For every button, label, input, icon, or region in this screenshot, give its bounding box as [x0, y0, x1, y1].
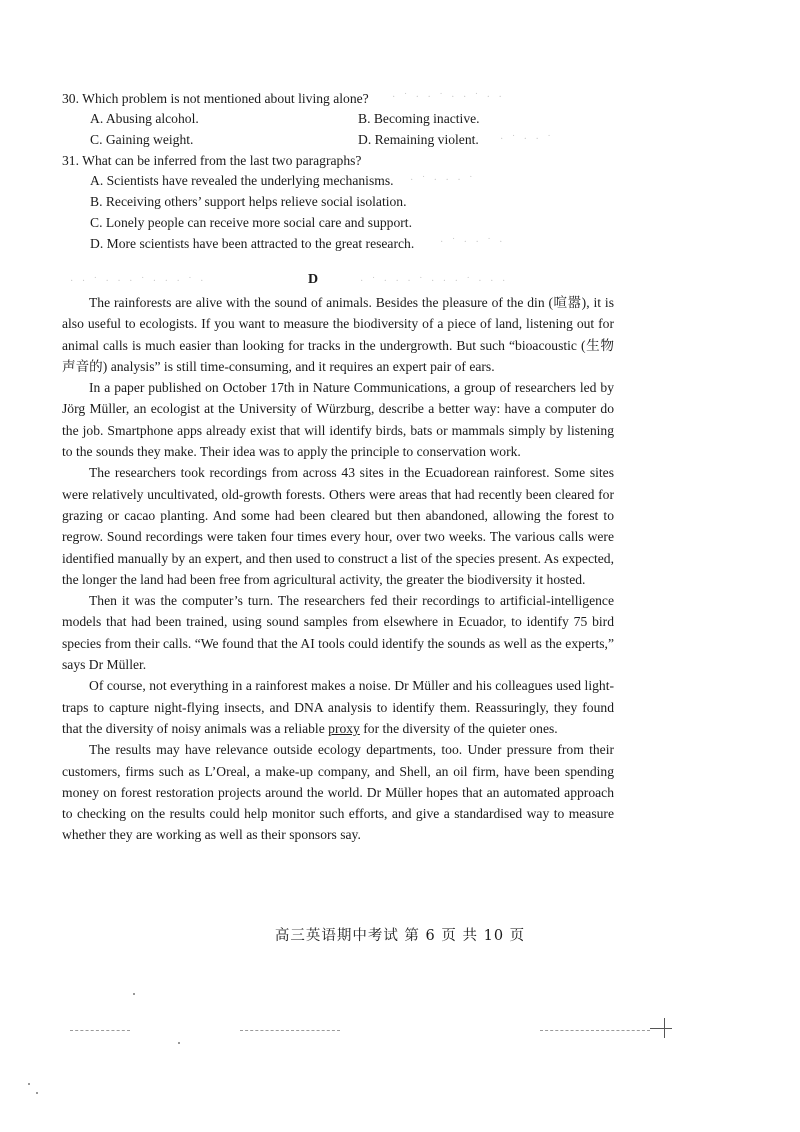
passage-text: for the diversity of the quieter ones.: [359, 720, 558, 736]
scan-speck: [133, 993, 135, 995]
bleed-through-texture: · · ˙ · · · ˙ · · · ˙ ·: [70, 276, 207, 287]
underlined-word: proxy: [328, 720, 360, 736]
passage-text: Of course, not everything in a rainforest makes a noise. Dr Müller and his colleagues used light-traps to capture night-flying insects, and DNA analysis to identify them. Reassuringly, they found that the diversity of noisy animals was a reliable: [62, 678, 614, 736]
passage-paragraph: In a paper published on October 17th in Nature Communications, a group of researchers led by Jörg Müller, an ecologist at the University of Würzburg, describe a better way: have a computer do the job. Smartphone apps already exist that will identify birds, bats or mammals simply by listening to the sounds they make. Their idea was to apply the principle to conservation work.: [62, 380, 614, 460]
passage-paragraph: The researchers took recordings from across 43 sites in the Ecuadorean rainforest. Some sites were relatively uncultivated, old-growth forests. Others were areas that had recently been cleared for grazing or cacao planting. And some had been cleared but then abandoned, allowing the forest to regrow. Sound recordings were taken four times every hour, over two weeks. The various calls were identified manually by an expert, and then used to construct a list of the species present. As expected, the longer the land had been free from agricultural activity, the greater the biodiversity it hosted.: [62, 465, 614, 587]
question-30-option-d: D. Remaining violent.: [358, 132, 479, 147]
passage-paragraph: [62, 675, 614, 739]
bleed-through-texture: · ˙ · · · ˙ · · · ˙ · · ·: [360, 276, 509, 287]
bleed-through-texture: · ˙ · · ˙ · · ˙ · ·: [392, 92, 505, 103]
question-30-option-c: C. Gaining weight.: [90, 132, 194, 147]
dashed-divider: [540, 1030, 650, 1031]
question-31-option-b: B. Receiving others’ support helps relieve social isolation.: [90, 194, 407, 209]
passage-paragraph: Then it was the computer’s turn. The researchers fed their recordings to artificial-intelligence models that had been trained, using sound samples from elsewhere in Ecuador, to identify 75 bird species from their calls. “We found that the AI tools could identify the sounds as well as the experts,” says Dr Müller.: [62, 593, 614, 673]
bleed-through-texture: · ˙ · · ˙: [500, 134, 554, 145]
corner-mark: [664, 1018, 665, 1038]
question-31-stem: 31. What can be inferred from the last two paragraphs?: [62, 153, 362, 168]
question-30-option-a: A. Abusing alcohol.: [90, 111, 199, 126]
question-31-option-d: D. More scientists have been attracted to the great research.: [90, 236, 415, 251]
reading-passage: [62, 292, 614, 846]
scan-speck: [178, 1042, 180, 1044]
scan-speck: [36, 1092, 38, 1094]
bleed-through-texture: · ˙ · · ˙ ·: [440, 237, 506, 248]
scan-speck: [28, 1083, 30, 1085]
question-30-stem: 30. Which problem is not mentioned about living alone?: [62, 91, 369, 106]
bleed-through-texture: · ˙ · · · ˙: [410, 175, 476, 186]
section-letter: D: [307, 272, 319, 287]
passage-paragraph: The rainforests are alive with the sound of animals. Besides the pleasure of the din (喧嚣), it is also useful to ecologists. If you want to measure the biodiversity of a piece of land, listening out for animal calls is much easier than looking for tracks in the undergrowth. But such “bioacoustic (生物声音的) analysis” is still time-consuming, and it requires an expert pair of ears.: [62, 295, 614, 374]
corner-mark: [650, 1028, 672, 1029]
question-30-option-b: B. Becoming inactive.: [358, 111, 480, 126]
page-footer: 高三英语期中考试 第 6 页 共 10 页: [274, 928, 526, 944]
passage-paragraph: The results may have relevance outside ecology departments, too. Under pressure from their customers, firms such as L’Oreal, a make-up company, and Shell, an oil firm, have been spending money on forest restoration projects around the world. Dr Müller hopes that an automated approach to checking on the results could help monitor such efforts, and give a standardised way to measure whether they are working as well as their sponsors say.: [62, 742, 614, 843]
question-31-option-c: C. Lonely people can receive more social care and support.: [90, 215, 412, 230]
dashed-divider: [240, 1030, 340, 1031]
dashed-divider: [70, 1030, 130, 1031]
question-31-option-a: A. Scientists have revealed the underlying mechanisms.: [90, 173, 394, 188]
